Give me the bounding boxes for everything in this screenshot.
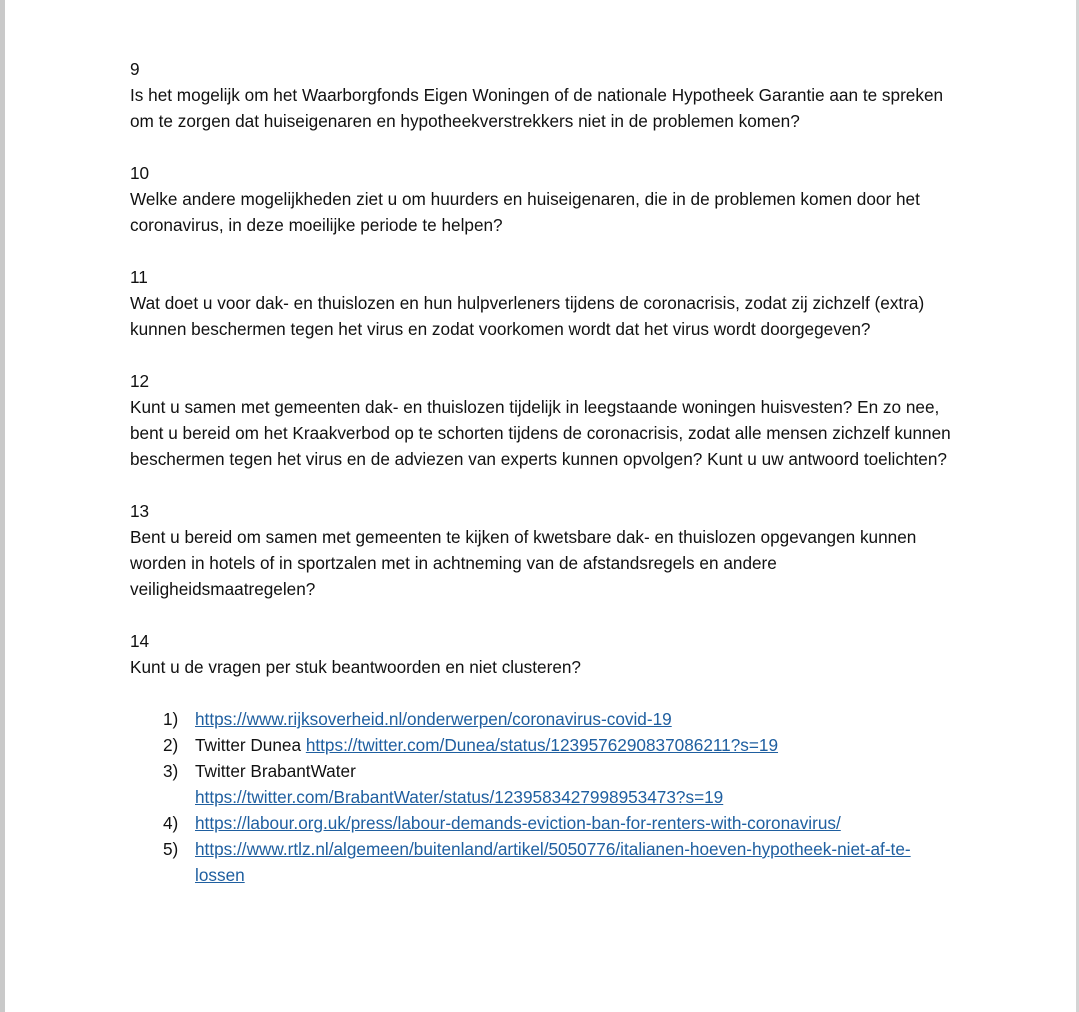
reference-number: 3) xyxy=(163,761,179,781)
reference-number: 1) xyxy=(163,709,179,729)
question-text: Is het mogelijk om het Waarborgfonds Eigen Woningen of de nationale Hypotheek Garantie aan te spreken om te zorgen dat huiseigenaren en hypotheekverstrekkers niet in de problemen komen? xyxy=(130,85,944,131)
page-edge-left xyxy=(0,0,5,1012)
question-number: 11 xyxy=(130,267,148,287)
question-number: 12 xyxy=(130,371,150,391)
reference-item xyxy=(130,810,960,836)
reference-list xyxy=(130,706,960,888)
question-number: 9 xyxy=(130,59,140,79)
reference-label: Twitter Dunea xyxy=(195,735,302,755)
question-number: 13 xyxy=(130,501,150,521)
question-text: Wat doet u voor dak- en thuislozen en hun hulpverleners tijdens de coronacrisis, zodat zij zichzelf (extra) kunnen beschermen tegen het virus en zodat voorkomen wordt dat het virus wordt doorgegeven? xyxy=(130,293,925,339)
reference-number: 2) xyxy=(163,735,179,755)
reference-link-rijksoverheid[interactable]: https://www.rijksoverheid.nl/onderwerpen/coronavirus-covid-19 xyxy=(195,709,672,729)
question-text: Bent u bereid om samen met gemeenten te kijken of kwetsbare dak- en thuislozen opgevangen kunnen worden in hotels of in sportzalen met in achtneming van de afstandsregels en andere veiligheidsmaatregelen? xyxy=(130,527,917,599)
question-12 xyxy=(130,368,960,472)
reference-item xyxy=(130,706,960,732)
question-13 xyxy=(130,498,960,602)
reference-link-labour[interactable]: https://labour.org.uk/press/labour-demands-eviction-ban-for-renters-with-coronavirus/ xyxy=(195,813,841,833)
reference-link-twitter-brabantwater[interactable]: https://twitter.com/BrabantWater/status/1239583427998953473?s=19 xyxy=(195,787,724,807)
question-text: Kunt u de vragen per stuk beantwoorden en niet clusteren? xyxy=(130,657,581,677)
reference-item xyxy=(130,758,960,810)
reference-link-twitter-dunea[interactable]: https://twitter.com/Dunea/status/1239576290837086211?s=19 xyxy=(305,735,779,755)
reference-item xyxy=(130,836,960,888)
question-number: 14 xyxy=(130,631,150,651)
question-11 xyxy=(130,264,960,342)
question-number: 10 xyxy=(130,163,150,183)
question-14 xyxy=(130,628,960,680)
reference-item xyxy=(130,732,960,758)
reference-number: 5) xyxy=(163,839,179,859)
reference-label: Twitter BrabantWater xyxy=(195,761,356,781)
question-10 xyxy=(130,160,960,238)
document-body xyxy=(130,56,960,888)
question-9 xyxy=(130,56,960,134)
question-text: Kunt u samen met gemeenten dak- en thuislozen tijdelijk in leegstaande woningen huisvesten? En zo nee, bent u bereid om het Kraakverbod op te schorten tijdens de coronacrisis, zodat alle mensen zichzelf kunnen beschermen tegen het virus en de adviezen van experts kunnen opvolgen? Kunt u uw antwoord toelichten? xyxy=(130,397,951,469)
reference-link-rtlz[interactable]: https://www.rtlz.nl/algemeen/buitenland/artikel/5050776/italianen-hoeven-hypotheek-niet-af-te-lossen xyxy=(195,839,911,885)
reference-number: 4) xyxy=(163,813,179,833)
question-text: Welke andere mogelijkheden ziet u om huurders en huiseigenaren, die in de problemen komen door het coronavirus, in deze moeilijke periode te helpen? xyxy=(130,189,920,235)
